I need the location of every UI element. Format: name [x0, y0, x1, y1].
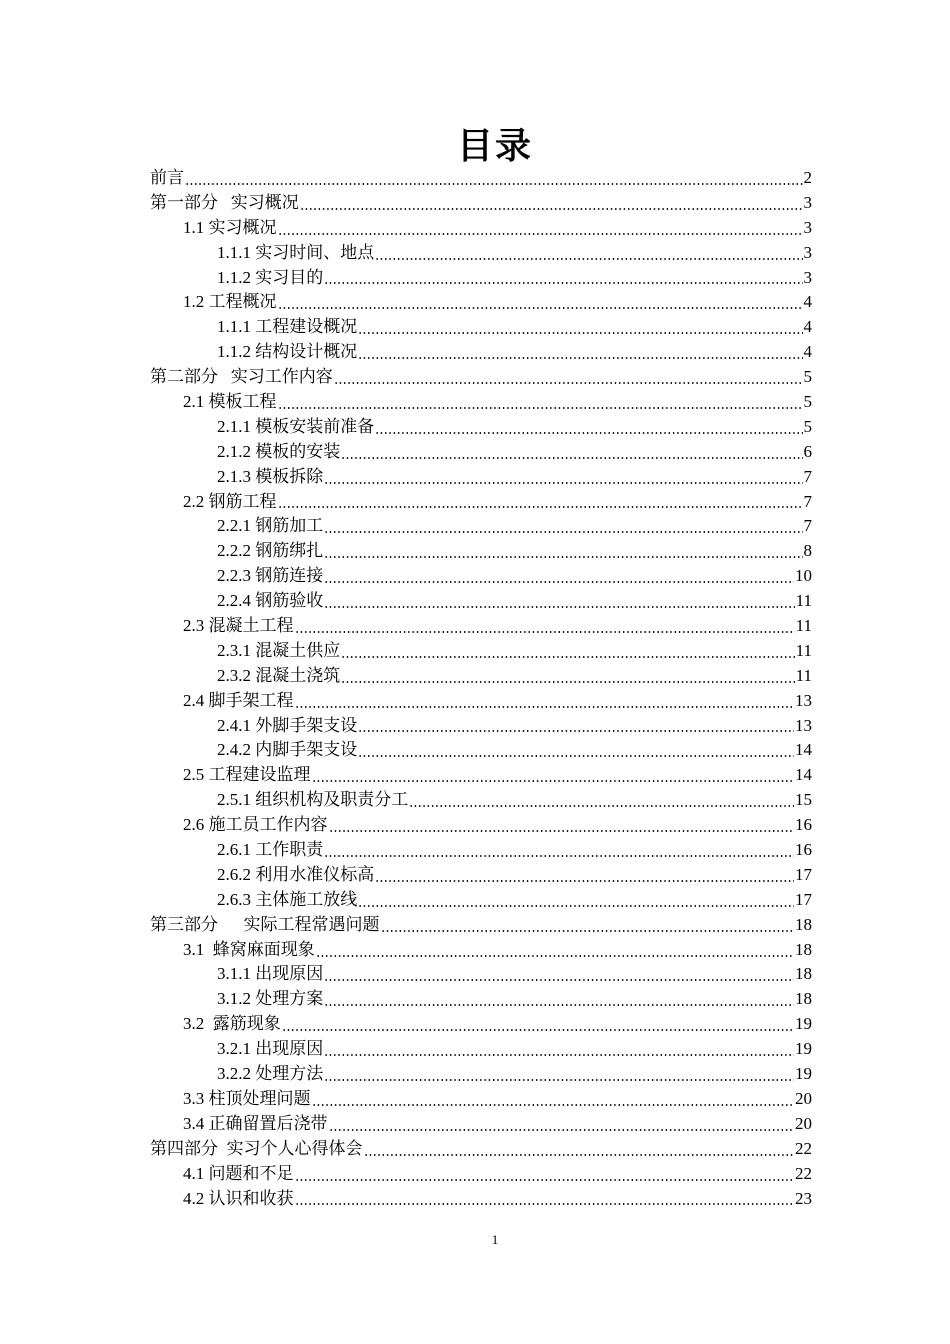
toc-entry-label: 2.3.1 混凝土供应 — [217, 640, 341, 660]
toc-entry[interactable] — [150, 963, 812, 988]
page-title: 目录 — [456, 126, 533, 166]
toc-entry-label: 4.2 认识和收获 — [183, 1188, 294, 1208]
toc-leader-dots — [278, 233, 803, 235]
toc-leader-dots — [324, 606, 794, 608]
toc-leader-dots — [312, 1104, 795, 1106]
toc-entry[interactable] — [150, 689, 812, 714]
toc-leader-dots — [334, 382, 803, 384]
toc-entry-page: 3 — [803, 217, 812, 237]
toc-entry-page: 4 — [803, 292, 812, 312]
toc-entry-label: 2.6 施工员工作内容 — [183, 815, 328, 835]
toc-leader-dots — [324, 531, 802, 533]
toc-entry-page: 5 — [803, 367, 812, 387]
toc-entry-page: 13 — [795, 715, 812, 735]
toc-entry-label: 第四部分 实习个人心得体会 — [150, 1138, 363, 1158]
toc-leader-dots — [358, 730, 794, 732]
toc-entry-page: 7 — [803, 491, 812, 511]
toc-entry-label: 2.3 混凝土工程 — [183, 616, 294, 636]
toc-entry[interactable] — [150, 863, 812, 888]
toc-leader-dots — [312, 780, 795, 782]
toc-entry-label: 1.2 工程概况 — [183, 292, 277, 312]
toc-leader-dots — [329, 830, 795, 832]
toc-entry-page: 14 — [795, 740, 812, 760]
toc-entry-label: 2.2 钢筋工程 — [183, 491, 277, 511]
toc-entry-page: 7 — [803, 466, 812, 486]
toc-entry-page: 15 — [795, 790, 812, 810]
toc-entry-label: 2.4.1 外脚手架支设 — [217, 715, 358, 735]
toc-entry-label: 2.1.2 模板的安装 — [217, 441, 341, 461]
toc-entry-label: 2.2.3 钢筋连接 — [217, 566, 324, 586]
toc-entry[interactable] — [150, 1187, 812, 1212]
toc-entry-label: 1.1.1 工程建设概况 — [217, 317, 358, 337]
toc-leader-dots — [282, 1029, 794, 1031]
toc-entry[interactable] — [150, 315, 812, 340]
toc-entry[interactable] — [150, 913, 812, 938]
toc-leader-dots — [324, 282, 802, 284]
toc-entry[interactable] — [150, 290, 812, 315]
toc-entry-page: 4 — [803, 317, 812, 337]
toc-leader-dots — [295, 1203, 795, 1205]
toc-entry-page: 22 — [795, 1138, 812, 1158]
toc-entry-label: 3.1.2 处理方案 — [217, 989, 324, 1009]
toc-entry-page: 17 — [795, 864, 812, 884]
toc-entry-page: 11 — [795, 665, 812, 685]
toc-entry[interactable] — [150, 1087, 812, 1112]
toc-entry-label: 3.3 柱顶处理问题 — [183, 1088, 311, 1108]
toc-entry-label: 2.4 脚手架工程 — [183, 690, 294, 710]
toc-entry[interactable] — [150, 514, 812, 539]
toc-entry-label: 2.2.4 钢筋验收 — [217, 591, 324, 611]
toc-entry-page: 16 — [795, 840, 812, 860]
toc-leader-dots — [324, 1054, 794, 1056]
toc-entry-label: 2.2.2 钢筋绑扎 — [217, 541, 324, 561]
toc-leader-dots — [341, 681, 794, 683]
toc-leader-dots — [185, 183, 803, 185]
toc-entry[interactable] — [150, 763, 812, 788]
toc-entry-page: 20 — [795, 1113, 812, 1133]
toc-leader-dots — [278, 407, 803, 409]
toc-leader-dots — [341, 656, 794, 658]
toc-entry-label: 2.1 模板工程 — [183, 392, 277, 411]
toc-entry[interactable] — [150, 838, 812, 863]
toc-leader-dots — [324, 1004, 794, 1006]
toc-entry-label: 2.2.1 钢筋加工 — [217, 516, 324, 536]
toc-entry[interactable] — [150, 266, 812, 291]
toc-entry[interactable] — [150, 564, 812, 589]
toc-entry-page: 11 — [795, 591, 812, 611]
toc-entry-page: 3 — [803, 267, 812, 287]
toc-entry[interactable] — [150, 788, 812, 813]
toc-entry-page: 18 — [795, 914, 812, 934]
toc-entry[interactable] — [150, 390, 812, 415]
toc-entry-label: 2.6.3 主体施工放线 — [217, 889, 358, 909]
toc-leader-dots — [329, 1129, 795, 1131]
toc-entry-page: 16 — [795, 815, 812, 835]
toc-entry[interactable] — [150, 191, 812, 216]
toc-leader-dots — [278, 307, 803, 309]
toc-entry-label: 1.1.2 实习目的 — [217, 267, 324, 287]
toc-entry-label: 第二部分 实习工作内容 — [150, 367, 333, 387]
toc-entry-label: 3.1.1 出现原因 — [217, 964, 324, 984]
toc-entry[interactable] — [150, 614, 812, 639]
toc-leader-dots — [324, 855, 794, 857]
toc-entry-page: 18 — [795, 964, 812, 984]
toc-entry-label: 2.6.1 工作职责 — [217, 840, 324, 860]
toc-entry-label: 3.2.2 处理方法 — [217, 1064, 324, 1084]
toc-entry-page: 3 — [803, 242, 812, 262]
toc-leader-dots — [381, 930, 795, 932]
toc-entry-label: 2.1.1 模板安装前准备 — [217, 416, 375, 436]
toc-leader-dots — [375, 258, 802, 260]
toc-entry[interactable] — [150, 639, 812, 664]
toc-entry[interactable] — [150, 1112, 812, 1137]
toc-entry-page: 13 — [795, 690, 812, 710]
toc-entry-label: 2.5.1 组织机构及职责分工 — [217, 790, 409, 810]
toc-entry[interactable] — [150, 938, 812, 963]
toc-entry[interactable] — [150, 1162, 812, 1187]
toc-leader-dots — [324, 1079, 794, 1081]
toc-leader-dots — [295, 706, 795, 708]
toc-entry-page: 5 — [803, 392, 812, 411]
toc-leader-dots — [409, 805, 794, 807]
toc-entry-page: 22 — [795, 1163, 812, 1183]
toc-entry[interactable] — [150, 241, 812, 266]
toc-entry-page: 18 — [795, 989, 812, 1009]
toc-entry-page: 10 — [795, 566, 812, 586]
page-number: 1 — [491, 1232, 499, 1247]
toc-entry-label: 2.6.2 利用水准仪标高 — [217, 864, 375, 884]
toc-entry[interactable] — [150, 365, 812, 390]
toc-entry-page: 20 — [795, 1088, 812, 1108]
toc-entry[interactable] — [150, 340, 812, 365]
toc-entry-label: 2.3.2 混凝土浇筑 — [217, 665, 341, 685]
toc-entry-page: 3 — [803, 192, 812, 212]
toc-entry-label: 3.4 正确留置后浇带 — [183, 1113, 328, 1133]
toc-entry-label: 第三部分 实际工程常遇问题 — [150, 914, 380, 934]
toc-entry-page: 19 — [795, 1014, 812, 1034]
toc-entry-page: 6 — [803, 441, 812, 461]
toc-entry[interactable] — [150, 1012, 812, 1037]
toc-entry-label: 1.1.1 实习时间、地点 — [217, 242, 375, 262]
toc-entry[interactable] — [150, 664, 812, 689]
toc-entry[interactable] — [150, 714, 812, 739]
toc-entry-label: 4.1 问题和不足 — [183, 1163, 294, 1183]
toc-entry[interactable] — [150, 440, 812, 465]
toc-entry-page: 7 — [803, 516, 812, 536]
toc-entry[interactable] — [150, 166, 812, 191]
toc-leader-dots — [316, 955, 794, 957]
toc-entry-label: 3.1 蜂窝麻面现象 — [183, 939, 315, 959]
toc-entry[interactable] — [150, 216, 812, 241]
toc-leader-dots — [375, 432, 802, 434]
toc-leader-dots — [358, 905, 794, 907]
table-of-contents — [150, 166, 812, 1211]
toc-entry[interactable] — [150, 415, 812, 440]
toc-entry[interactable] — [150, 987, 812, 1012]
toc-entry-page: 11 — [795, 616, 812, 636]
toc-entry-page: 8 — [803, 541, 812, 561]
toc-entry[interactable] — [150, 539, 812, 564]
toc-leader-dots — [358, 332, 802, 334]
toc-entry[interactable] — [150, 1137, 812, 1162]
toc-leader-dots — [375, 880, 794, 882]
toc-entry-label: 3.2.1 出现原因 — [217, 1039, 324, 1059]
toc-leader-dots — [364, 1154, 795, 1156]
toc-entry[interactable] — [150, 465, 812, 490]
toc-leader-dots — [358, 755, 794, 757]
toc-entry-page: 17 — [795, 889, 812, 909]
toc-entry-page: 5 — [803, 416, 812, 436]
toc-entry-page: 11 — [795, 640, 812, 660]
toc-entry-page: 19 — [795, 1039, 812, 1059]
toc-entry-page: 18 — [795, 939, 812, 959]
toc-entry-label: 1.1 实习概况 — [183, 217, 277, 237]
toc-entry[interactable] — [150, 490, 812, 515]
toc-entry[interactable] — [150, 1062, 812, 1087]
toc-entry-label: 2.4.2 内脚手架支设 — [217, 740, 358, 760]
toc-entry-label: 第一部分 实习概况 — [150, 192, 299, 212]
toc-leader-dots — [324, 556, 802, 558]
toc-leader-dots — [324, 482, 802, 484]
toc-leader-dots — [358, 357, 802, 359]
toc-leader-dots — [295, 1179, 795, 1181]
toc-entry[interactable] — [150, 1037, 812, 1062]
toc-leader-dots — [324, 581, 794, 583]
toc-leader-dots — [278, 506, 803, 508]
toc-entry[interactable] — [150, 888, 812, 913]
toc-entry-label: 1.1.2 结构设计概况 — [217, 342, 358, 362]
toc-entry[interactable] — [150, 738, 812, 763]
toc-entry-page: 4 — [803, 342, 812, 362]
toc-entry[interactable] — [150, 589, 812, 614]
toc-entry-label: 2.1.3 模板拆除 — [217, 466, 324, 486]
toc-leader-dots — [341, 457, 802, 459]
toc-entry-label: 2.5 工程建设监理 — [183, 765, 311, 785]
toc-entry-page: 23 — [795, 1188, 812, 1208]
toc-entry-page: 19 — [795, 1064, 812, 1084]
toc-entry-label: 3.2 露筋现象 — [183, 1014, 281, 1034]
toc-leader-dots — [295, 631, 795, 633]
toc-leader-dots — [324, 979, 794, 981]
toc-entry-page: 14 — [795, 765, 812, 785]
toc-entry-page: 2 — [803, 167, 812, 187]
toc-leader-dots — [300, 208, 803, 210]
toc-entry-label: 前言 — [150, 167, 184, 187]
toc-entry[interactable] — [150, 813, 812, 838]
